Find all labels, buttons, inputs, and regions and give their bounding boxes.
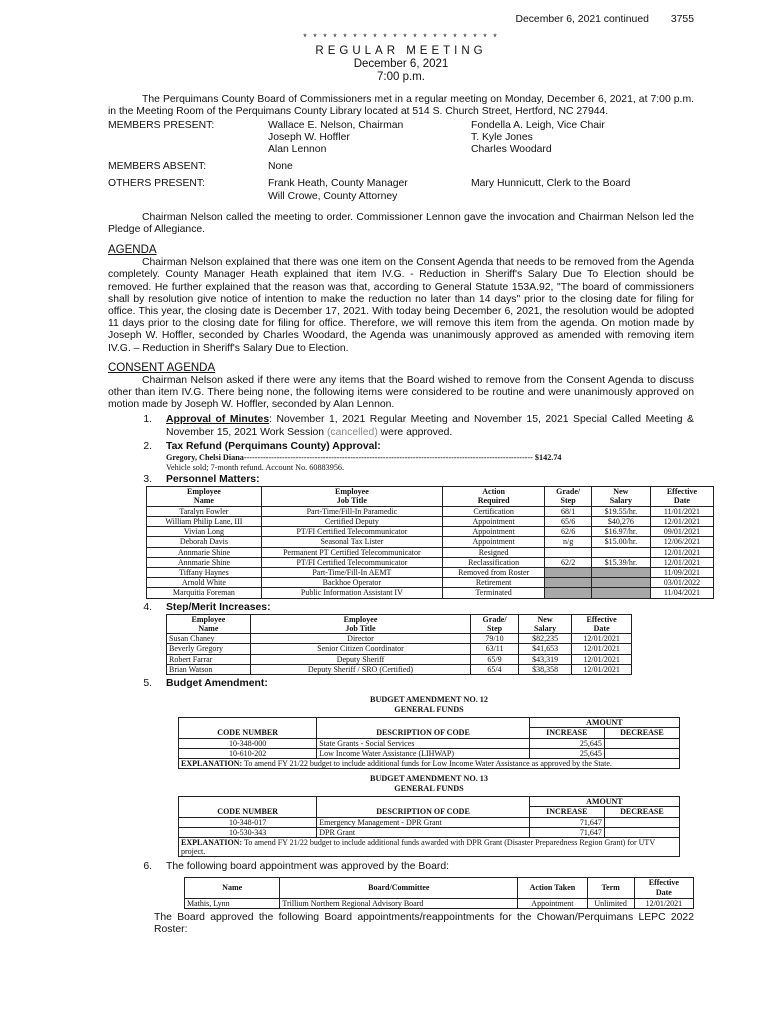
table-cell: Deputy Sheriff / SRO (Certified) <box>250 664 470 674</box>
ba-title: BUDGET AMENDMENT NO. 12 <box>370 695 488 705</box>
table-cell: $43,319 <box>518 654 571 664</box>
agenda-heading: AGENDA <box>108 244 157 257</box>
table-cell: 65/9 <box>471 654 519 664</box>
table-cell: 12/06/2021 <box>650 537 713 547</box>
others-present <box>108 178 694 202</box>
item-number: 6. <box>143 861 152 873</box>
table-cell: $15.39/hr. <box>591 557 650 567</box>
table-cell: Permanent PT Certified Telecommunicator <box>261 547 442 557</box>
table-cell: Part-Time/Fill-In AEMT <box>261 567 442 577</box>
table-cell: Senior Citizen Coordinator <box>250 644 470 654</box>
item-label: Approval of Minutes <box>166 414 270 426</box>
table-cell: 12/01/2021 <box>572 664 632 674</box>
star-divider: * * * * * * * * * * * * * * * * * * * * <box>303 32 499 43</box>
col-header: INCREASE <box>529 728 604 738</box>
table-row <box>185 898 694 908</box>
table-header-row <box>185 877 694 898</box>
table-cell: Appointment <box>442 516 544 526</box>
item-text-end: were approved. <box>377 426 453 438</box>
table-row <box>167 654 632 664</box>
table-row <box>167 644 632 654</box>
table-cell: Reclassification <box>442 557 544 567</box>
item-number: 5. <box>143 677 152 689</box>
member-name: Wallace E. Nelson, Chairman <box>268 119 404 131</box>
ba-title: BUDGET AMENDMENT NO. 13 <box>370 774 488 784</box>
col-header: Action Taken <box>518 877 587 898</box>
table-cell: Removed from Roster <box>442 567 544 577</box>
table-row <box>147 506 714 516</box>
col-header: Board/Committee <box>280 877 518 898</box>
table-cell <box>604 748 679 758</box>
table-row <box>167 634 632 644</box>
table-cell: 12/01/2021 <box>634 898 693 908</box>
col-header: Term <box>587 877 634 898</box>
table-cell: Deputy Sheriff <box>250 654 470 664</box>
col-header: Grade/ Step <box>471 614 519 633</box>
table-cell: 12/01/2021 <box>650 516 713 526</box>
table-cell: $19.55/hr. <box>591 506 650 516</box>
table-cell: Tiffany Haynes <box>147 567 262 577</box>
amount-header: AMOUNT <box>529 718 679 728</box>
table-row <box>147 567 714 577</box>
item-text: : November 1, 2021 Regular Meeting and November 15, 2021 Special Called Meeting & November 15, 2021 Work Session <box>166 414 694 438</box>
budget-amendment-13 <box>178 774 680 857</box>
col-header: New Salary <box>591 487 650 506</box>
page-number: 3755 <box>670 14 694 25</box>
table-cell: 71,647 <box>529 827 604 837</box>
col-header: DESCRIPTION OF CODE <box>317 797 530 817</box>
consent-item-appointment <box>108 861 694 873</box>
table-row <box>147 516 714 526</box>
table-cell <box>591 547 650 557</box>
table-cell: Retirement <box>442 578 544 588</box>
ba-subtitle: GENERAL FUNDS <box>394 704 464 714</box>
table-cell: Robert Farrar <box>167 654 251 664</box>
col-header: Name <box>185 877 280 898</box>
table-cell: $41,653 <box>518 644 571 654</box>
table-cell: 09/01/2021 <box>650 527 713 537</box>
table-cell: 12/01/2021 <box>650 547 713 557</box>
col-header: Employee Name <box>147 487 262 506</box>
table-cell: Low Income Water Assistance (LIHWAP) <box>317 748 530 758</box>
member-name: Fondella A. Leigh, Vice Chair <box>471 119 605 131</box>
table-cell: 71,647 <box>529 817 604 827</box>
table-row <box>147 537 714 547</box>
consent-item-tax-refund <box>108 441 694 472</box>
table-cell: 63/11 <box>471 644 519 654</box>
table-cell: 03/01/2022 <box>650 578 713 588</box>
header-date: December 6, 2021 continued <box>515 14 649 25</box>
table-cell: 10-610-202 <box>179 748 317 758</box>
table-cell: Deborah Davis <box>147 537 262 547</box>
meeting-date: December 6, 2021 <box>353 58 449 71</box>
agenda-paragraph: Chairman Nelson explained that there was one item on the Consent Agenda that needs to be removed from the Agenda completely. County Manager Heath explained that item IV.G. - Reduction in Sheriff's Salary Due To Election should be removed. He further explained that the reason was that, according to General Statute 153A.92, "The board of commissioners shall by resolution give notice of intention to make the reduction no later than 14 days" prior to the closing date for filing for office. This year, the closing date is December 17, 2021. With today being December 6, 2021, the resolution would be adopted 11 days prior to the closing date for filing for office. Therefore, we will remove this item from the agenda. On motion made by Joseph W. Hoffler, seconded by Charles Woodard, the Agenda was unanimously approved as amended with removing item IV.G. – Reduction in Sheriff's Salary Due to Election. <box>108 257 694 354</box>
table-cell: 68/1 <box>545 506 592 516</box>
table-cell: 10-348-000 <box>179 738 317 748</box>
table-cell: 79/10 <box>471 634 519 644</box>
table-cell: Annmarie Shine <box>147 557 262 567</box>
col-header: CODE NUMBER <box>179 718 317 738</box>
table-cell <box>545 588 592 598</box>
table-cell: Director <box>250 634 470 644</box>
item-number: 1. <box>143 414 152 426</box>
table-cell: Arnold White <box>147 578 262 588</box>
col-header: DESCRIPTION OF CODE <box>317 718 530 738</box>
consent-item-personnel <box>108 474 694 486</box>
table-cell: 62/2 <box>545 557 592 567</box>
table-row <box>167 664 632 674</box>
col-header: Grade/ Step <box>545 487 592 506</box>
members-present <box>108 120 694 157</box>
members-present-col2 <box>471 120 694 157</box>
table-cell: 25,645 <box>529 738 604 748</box>
table-cell: 11/09/2021 <box>650 567 713 577</box>
table-cell: Part-Time/Fill-In Paramedic <box>261 506 442 516</box>
budget-amendment-12 <box>178 695 680 769</box>
table-row <box>179 817 680 827</box>
table-cell: PT/FI Certified Telecommunicator <box>261 557 442 567</box>
table-cell <box>604 738 679 748</box>
table-cell: State Grants - Social Services <box>317 738 530 748</box>
table-row <box>179 827 680 837</box>
other-name: Will Crowe, County Attorney <box>268 190 398 202</box>
page-header <box>108 14 694 26</box>
table-cell <box>591 578 650 588</box>
col-header: Effective Date <box>634 877 693 898</box>
cancelled-note: (cancelled) <box>326 426 378 438</box>
item-number: 3. <box>143 474 152 486</box>
col-header: Employee Name <box>167 614 251 633</box>
personnel-table <box>146 486 714 598</box>
other-name: Mary Hunnicutt, Clerk to the Board <box>471 178 631 190</box>
other-name: Frank Heath, County Manager <box>268 178 408 190</box>
table-cell: 65/4 <box>471 664 519 674</box>
appointment-table <box>184 877 694 909</box>
meeting-time: 7:00 p.m. <box>377 71 425 84</box>
table-cell: $38,358 <box>518 664 571 674</box>
table-row <box>147 588 714 598</box>
table-cell: 12/01/2021 <box>572 644 632 654</box>
table-cell: 62/6 <box>545 527 592 537</box>
table-row <box>147 527 714 537</box>
ba12-table <box>178 717 680 769</box>
table-cell: 12/01/2021 <box>572 634 632 644</box>
col-header: INCREASE <box>529 807 604 817</box>
table-cell: Unlimited <box>587 898 634 908</box>
intro-paragraph: The Perquimans County Board of Commissioners met in a regular meeting on Monday, December 6, 2021, at 7:00 p.m. in the Meeting Room of the Perquimans County Library located at 514 S. Church Street, Hertford, NC 27944. <box>108 94 694 118</box>
table-cell <box>545 578 592 588</box>
table-cell: $16.97/hr. <box>591 527 650 537</box>
table-cell: Mathis, Lynn <box>185 898 280 908</box>
table-row <box>179 738 680 748</box>
col-header: DECREASE <box>604 807 679 817</box>
table-cell: $15.00/hr. <box>591 537 650 547</box>
table-cell: Backhoe Operator <box>261 578 442 588</box>
opening-paragraph: Chairman Nelson called the meeting to order. Commissioner Lennon gave the invocation and Chairman Nelson led the Pledge of Allegiance. <box>108 211 694 236</box>
col-header: Action Required <box>442 487 544 506</box>
col-header: Employee Job Title <box>250 614 470 633</box>
col-header: Employee Job Title <box>261 487 442 506</box>
members-present-col1 <box>268 120 471 157</box>
member-name: Alan Lennon <box>268 144 327 156</box>
members-absent <box>108 161 694 173</box>
table-cell <box>545 547 592 557</box>
member-name: Charles Woodard <box>471 144 552 156</box>
table-cell: William Philip Lane, III <box>147 516 262 526</box>
minutes-page <box>108 14 701 936</box>
table-cell: 25,645 <box>529 748 604 758</box>
table-cell: Trillium Northern Regional Advisory Board <box>280 898 518 908</box>
table-cell: 12/01/2021 <box>650 557 713 567</box>
table-cell: 65/6 <box>545 516 592 526</box>
table-cell <box>604 817 679 827</box>
closing-paragraph: The Board approved the following Board appointments/reappointments for the Chowan/Perquimans LEPC 2022 Roster: <box>154 911 694 935</box>
item-text: The following board appointment was approved by the Board: <box>166 861 450 873</box>
table-cell: Appointment <box>518 898 587 908</box>
table-cell: DPR Grant <box>317 827 530 837</box>
refund-note: Vehicle sold; 7-month refund. Account No. 60883956. <box>166 462 345 472</box>
item-number: 2. <box>143 440 152 452</box>
refund-line: Gregory, Chelsi Diana---------------------------------------------------------------------------------------------------------- $142.74 <box>166 453 562 463</box>
table-cell: Certified Deputy <box>261 516 442 526</box>
consent-item-budget <box>108 678 694 690</box>
members-present-label: MEMBERS PRESENT: <box>108 119 215 131</box>
item-label: Budget Amendment: <box>166 677 268 689</box>
table-cell: Susan Chaney <box>167 634 251 644</box>
table-cell: Resigned <box>442 547 544 557</box>
table-cell: 12/01/2021 <box>572 654 632 664</box>
table-cell: PT/FI Certified Telecommunicator <box>261 527 442 537</box>
col-header: CODE NUMBER <box>179 797 317 817</box>
item-label: Personnel Matters: <box>166 474 260 486</box>
table-cell: Appointment <box>442 527 544 537</box>
explanation: EXPLANATION: To amend FY 21/22 budget to include additional funds for Low Income Water Assistance as approved by the State. <box>179 758 680 768</box>
col-header: Effective Date <box>572 614 632 633</box>
table-cell: 11/01/2021 <box>650 506 713 516</box>
table-cell: Terminated <box>442 588 544 598</box>
table-cell: Emergency Management - DPR Grant <box>317 817 530 827</box>
amount-header: AMOUNT <box>529 797 679 807</box>
table-cell: Brian Watson <box>167 664 251 674</box>
table-row <box>147 557 714 567</box>
col-header: Effective Date <box>650 487 713 506</box>
table-cell: Annmarie Shine <box>147 547 262 557</box>
table-cell: Taralyn Fowler <box>147 506 262 516</box>
table-cell: Public Information Assistant IV <box>261 588 442 598</box>
table-cell: 10-348-017 <box>179 817 317 827</box>
item-label: Tax Refund (Perquimans County) Approval: <box>166 440 381 452</box>
member-name: T. Kyle Jones <box>471 131 533 143</box>
ba-subtitle: GENERAL FUNDS <box>394 783 464 793</box>
table-header-row <box>147 487 714 506</box>
ba13-table <box>178 796 680 857</box>
table-cell: Marquitia Foreman <box>147 588 262 598</box>
item-number: 4. <box>143 601 152 613</box>
table-cell: Vivian Long <box>147 527 262 537</box>
step-merit-table <box>166 614 632 675</box>
col-header: New Salary <box>518 614 571 633</box>
consent-item-step-merit <box>108 602 694 614</box>
table-cell: n/g <box>545 537 592 547</box>
table-cell: $40,276 <box>591 516 650 526</box>
table-cell: $82,235 <box>518 634 571 644</box>
table-cell <box>604 827 679 837</box>
table-cell: Appointment <box>442 537 544 547</box>
consent-item-minutes <box>108 414 694 438</box>
col-header: DECREASE <box>604 728 679 738</box>
table-header-row <box>167 614 632 633</box>
consent-agenda-heading: CONSENT AGENDA <box>108 361 216 374</box>
table-cell: 10-530-343 <box>179 827 317 837</box>
table-cell <box>545 567 592 577</box>
explanation: EXPLANATION: To amend FY 21/22 budget to include additional funds awarded with DPR Grant (Disaster Preparedness Region Grant) for UTV project. <box>179 837 680 856</box>
consent-paragraph: Chairman Nelson asked if there were any items that the Board wished to remove from the Consent Agenda to discuss other than item IV.G. There being none, the following items were considered to be routine and were unanimously approved on motion made by Joseph W. Hoffler, seconded by Alan Lennon. <box>108 374 694 411</box>
meeting-title: REGULAR MEETING <box>315 45 487 58</box>
member-name: Joseph W. Hoffler <box>268 131 350 143</box>
table-cell <box>591 567 650 577</box>
table-cell: 11/04/2021 <box>650 588 713 598</box>
table-cell: Certification <box>442 506 544 516</box>
table-row <box>147 547 714 557</box>
table-row <box>147 578 714 588</box>
members-absent-label: MEMBERS ABSENT: <box>108 161 207 173</box>
table-cell: Seasonal Tax Lister <box>261 537 442 547</box>
table-row <box>179 748 680 758</box>
item-label: Step/Merit Increases: <box>166 601 271 613</box>
others-present-label: OTHERS PRESENT: <box>108 178 205 190</box>
table-cell: Beverly Gregory <box>167 644 251 654</box>
members-absent-value: None <box>268 161 293 173</box>
table-cell <box>591 588 650 598</box>
